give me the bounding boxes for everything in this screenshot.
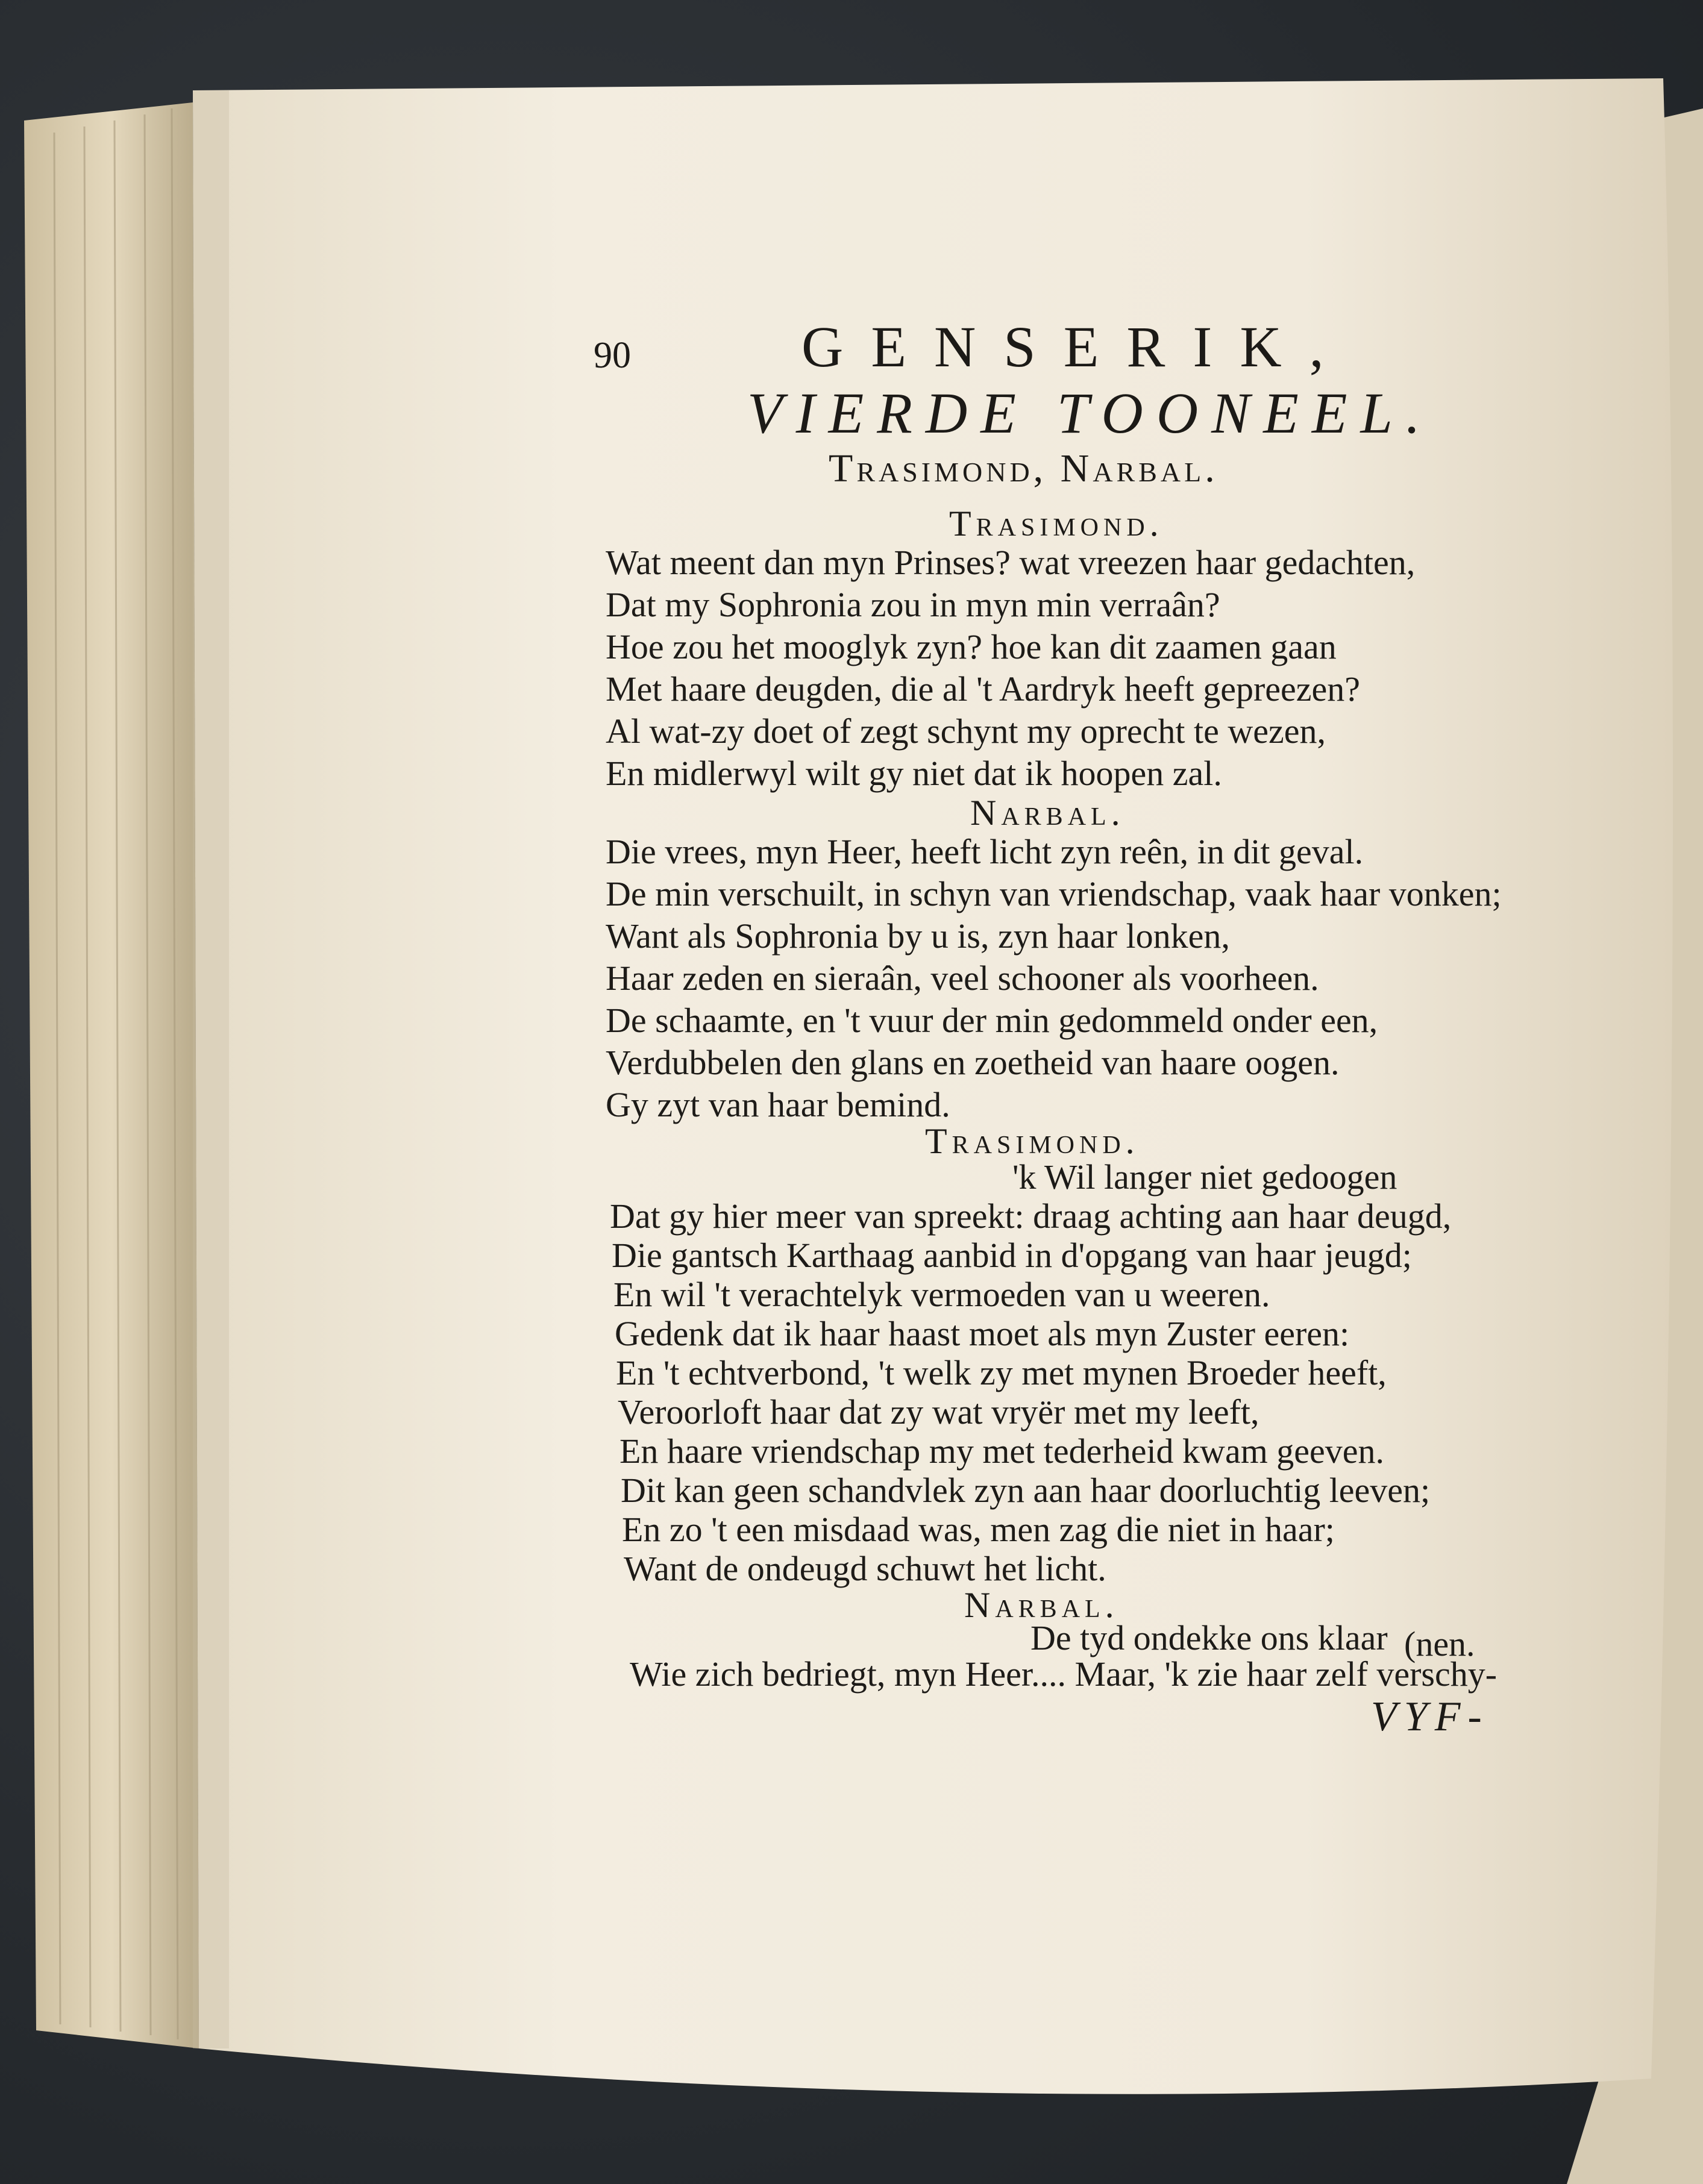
- verse-line: De min verschuilt, in schyn van vriendschap, vaak haar vonken;: [606, 874, 1502, 913]
- catchword: VYF-: [1371, 1694, 1489, 1740]
- verse-line: Met haare deugden, die al 't Aardryk heeft gepreezen?: [606, 669, 1360, 709]
- verse-line: En wil 't verachtelyk vermoeden van u weeren.: [613, 1275, 1270, 1314]
- verse-line: Dat gy hier meer van spreekt: draag achting aan haar deugd,: [610, 1197, 1452, 1236]
- verse-line: Die gantsch Karthaag aanbid in d'opgang van haar jeugd;: [612, 1236, 1412, 1275]
- verse-line: Verdubbelen den glans en zoetheid van haare oogen.: [606, 1043, 1340, 1082]
- verse-line: En 't echtverbond, 't welk zy met mynen Broeder heeft,: [616, 1353, 1387, 1392]
- verse-line: De tyd ondekke ons klaar: [1030, 1618, 1388, 1657]
- verse-line: De schaamte, en 't vuur der min gedommeld onder een,: [606, 1001, 1378, 1040]
- cast-list: Trasimond, Narbal.: [829, 446, 1218, 490]
- verse-line: Gy zyt van haar bemind.: [606, 1085, 950, 1124]
- running-head-title: GENSERIK,: [801, 314, 1352, 379]
- verse-line: Al wat-zy doet of zegt schynt my oprecht te wezen,: [606, 712, 1326, 751]
- verse-line: Want als Sophronia by u is, zyn haar lonken,: [606, 916, 1230, 956]
- speaker-label: Trasimond.: [949, 504, 1164, 543]
- speaker-label: Narbal.: [964, 1585, 1119, 1625]
- verse-line: Veroorloft haar dat zy wat vryër met my leeft,: [618, 1392, 1259, 1431]
- verse-line: Haar zeden en sieraân, veel schooner als voorheen.: [606, 959, 1319, 998]
- verse-line: Wie zich bedriegt, myn Heer.... Maar, 'k zie haar zelf verschy-: [630, 1654, 1498, 1694]
- verse-line: Dit kan geen schandvlek zyn aan haar doorluchtig leeven;: [621, 1471, 1431, 1510]
- scene-heading: VIERDE TOONEEL.: [747, 381, 1434, 445]
- verse-line: En haare vriendschap my met tederheid kwam geeven.: [619, 1431, 1385, 1471]
- verse-line-runover: (nen.: [1404, 1624, 1475, 1663]
- verse-line: Hoe zou het mooglyk zyn? hoe kan dit zaamen gaan: [606, 627, 1337, 666]
- speaker-label: Trasimond.: [925, 1121, 1140, 1161]
- verse-line: Die vrees, myn Heer, heeft licht zyn reên, in dit geval.: [606, 832, 1364, 871]
- verse-line: Wat meent dan myn Prinses? wat vreezen haar gedachten,: [606, 543, 1416, 582]
- verse-line: Want de ondeugd schuwt het licht.: [624, 1549, 1106, 1588]
- speaker-label: Narbal.: [970, 793, 1125, 833]
- verse-line: En zo 't een misdaad was, men zag die niet in haar;: [622, 1510, 1335, 1549]
- verse-line: Gedenk dat ik haar haast moet als myn Zuster eeren:: [615, 1314, 1350, 1353]
- verse-line: 'k Wil langer niet gedoogen: [1012, 1157, 1397, 1197]
- verse-line: Dat my Sophronia zou in myn min verraân?: [606, 585, 1220, 624]
- verse-line: En midlerwyl wilt gy niet dat ik hoopen zal.: [606, 754, 1222, 793]
- page-number: 90: [594, 335, 631, 376]
